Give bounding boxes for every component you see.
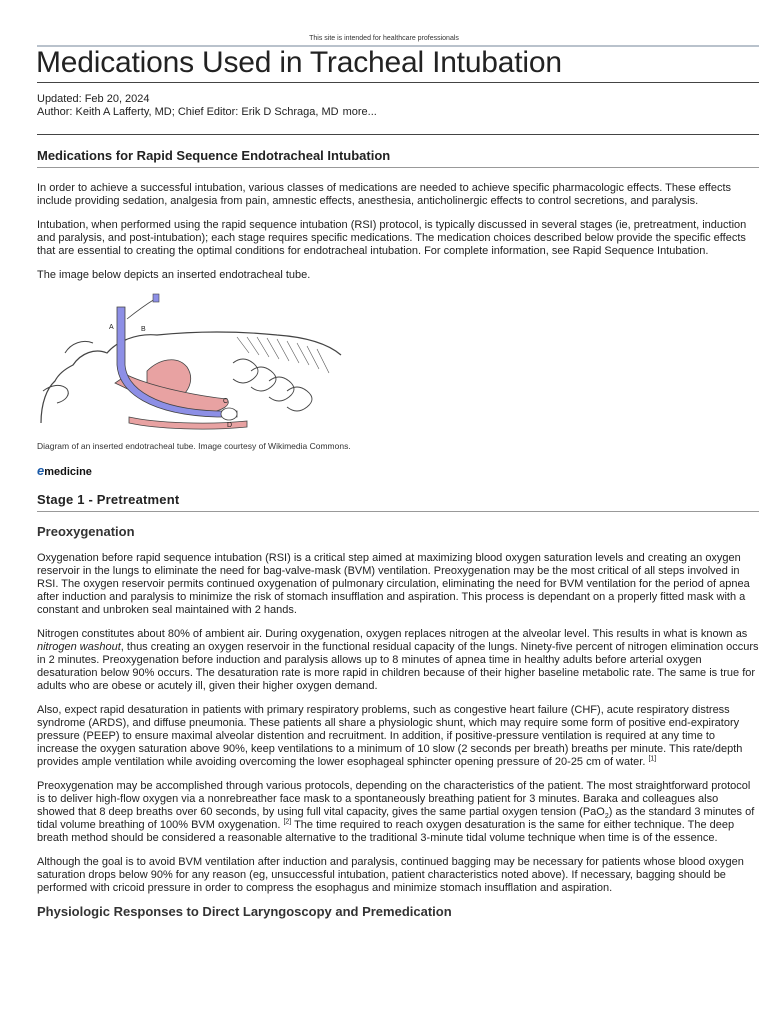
emedicine-logo	[37, 463, 759, 478]
tube-cuff	[221, 408, 237, 420]
cervical-spine	[233, 359, 312, 411]
paragraph: The image below depicts an inserted endotracheal tube.	[37, 269, 311, 281]
paragraph-text: ) as the standard 3 minutes of tidal volume breathing of 100% BVM oxygenation.	[37, 806, 755, 831]
nose-outline	[65, 341, 93, 353]
paragraph-text: Nitrogen constitutes about 80% of ambient air. During oxygenation, oxygen replaces nitrogen at the alveolar level. This results in what is known as	[37, 628, 748, 640]
section-heading-rsi: Medications for Rapid Sequence Endotracheal Intubation	[37, 148, 759, 168]
paragraph	[37, 780, 759, 845]
author-text: Author: Keith A Lafferty, MD; Chief Editor: Erik D Schraga, MD	[37, 106, 339, 118]
more-authors-link[interactable]: more...	[342, 106, 377, 118]
article-body	[37, 148, 759, 919]
paragraph-text: , thus creating an oxygen reservoir in the functional residual capacity of the lungs. Ninety-five percent of nitrogen elimination occurs in 2 minutes. Preoxygenation before induction and paralysis allows up to 8 minutes of apnea time in healthy adults before arterial oxygen desaturation below 90% occurs. The desaturation rate is more rapid in children because of their higher baseline metabolic rate. The same is true for adults who are obese or acutely ill, given their higher oxygen demand.	[37, 641, 759, 692]
paragraph: Although the goal is to avoid BVM ventilation after induction and paralysis, continued bagging may be necessary for patients whose blood oxygen saturation drops below 90% for any reason (eg, unsuccessful intubation, patient characteristics noted above). If necessary, bagging should be performed with cricoid pressure in order to compress the esophagus and minimize stomach insufflation and aspiration.	[37, 856, 744, 894]
hair-hatching	[237, 337, 329, 373]
paragraph	[37, 704, 759, 769]
endotracheal-tube-diagram	[37, 293, 347, 433]
figure-caption: Diagram of an inserted endotracheal tube. Image courtesy of Wikimedia Commons.	[37, 441, 351, 451]
subscript: 2	[604, 813, 609, 821]
figure-label-c: C	[223, 398, 229, 405]
paragraph: Intubation, when performed using the rapid sequence intubation (RSI) protocol, is typically discussed in several stages (ie, pretreatment, induction and paralysis, and post-intubation); each stage requires specific medications. The medication choices described below provide the specific effects that are essential to creating the optimal conditions for endotracheal intubation. For complete information, see Rapid Sequence Intubation.	[37, 219, 747, 257]
subheading-physiologic-responses: Physiologic Responses to Direct Laryngoscopy and Premedication	[37, 904, 452, 919]
subheading-preoxygenation: Preoxygenation	[37, 524, 135, 539]
figure-label-d: D	[227, 422, 233, 429]
reference-link-1[interactable]: [1]	[648, 755, 657, 763]
section-heading-stage1: Stage 1 - Pretreatment	[37, 492, 759, 512]
author-line	[37, 106, 377, 119]
paragraph-text: The time required to reach oxygen desaturation is the same for either technique. The deep breath method should be considered a reasonable alternative to the traditional 3-minute tidal volume technique when time is of the essence.	[37, 819, 735, 844]
figure-label-a: A	[109, 324, 114, 331]
emedicine-logo-e: e	[37, 463, 45, 478]
figure-label-b: B	[141, 326, 146, 333]
paragraph	[37, 628, 759, 693]
page-title: Medications Used in Tracheal Intubation	[36, 46, 562, 79]
emedicine-logo-text: medicine	[44, 466, 92, 478]
site-notice: This site is intended for healthcare professionals	[309, 35, 459, 42]
meta-divider	[37, 134, 759, 135]
reference-link-2[interactable]: [2]	[283, 818, 292, 826]
pilot-line	[127, 299, 155, 319]
endotracheal-tube-figure[interactable]	[37, 293, 347, 433]
updated-date: Updated: Feb 20, 2024	[37, 93, 150, 105]
eye-outline	[43, 385, 68, 403]
paragraph-text: Also, expect rapid desaturation in patients with primary respiratory problems, such as congestive heart failure (CHF), acute respiratory distress syndrome (ARDS), and diffuse pneumonia. These patients all share a physiologic shunt, which may require some form of positive end-expiratory pressure (PEEP) to ensure maximal alveolar distention and recruitment. In addition, if positive-pressure ventilation is required at any time to increase the oxygen saturation above 90%, keep ventilations to a minimum of 10 slow (2 seconds per breath) breaths per minute. This rate/depth provides ample ventilation while avoiding overcoming the lower esophageal sphincter opening pressure of 20-25 cm of water.	[37, 704, 743, 768]
paragraph: Oxygenation before rapid sequence intubation (RSI) is a critical step aimed at maximizing blood oxygen saturation levels and creating an oxygen reservoir in the lungs to eliminate the need for bag-valve-mask (BVM) ventilation. Preoxygenation may be the most critical of all steps involved in RSI. The oxygen reservoir permits continued oxygenation of pulmonary circulation, eliminating the need for BVM ventilation for the period of apnea after induction and paralysis to minimize the risk of stomach insufflation and aspiration. This process is dependant on a properly fitted mask with a constant and unbroken seal maintained with 2 hands.	[37, 552, 750, 616]
emphasis-term: nitrogen washout	[37, 641, 121, 653]
title-divider	[37, 82, 759, 83]
paragraph-text: Preoxygenation may be accomplished through various protocols, depending on the characteristics of the patient. The most straightforward protocol is to deliver high-flow oxygen via a nonrebreather face mask to a spontaneously breathing patient for 3 minutes. Baraka and colleagues also showed that 8 deep breaths over 60 seconds, by using full vital capacity, gives the same partial oxygen tension (PaO	[37, 780, 751, 818]
article-meta	[37, 93, 377, 119]
pilot-balloon	[153, 294, 159, 302]
paragraph: In order to achieve a successful intubation, various classes of medications are needed to achieve specific pharmacologic effects. These effects include providing sedation, analgesia from pain, amnestic effects, anesthesia, anticholinergic effects to control secretions, and paralysis.	[37, 182, 731, 207]
